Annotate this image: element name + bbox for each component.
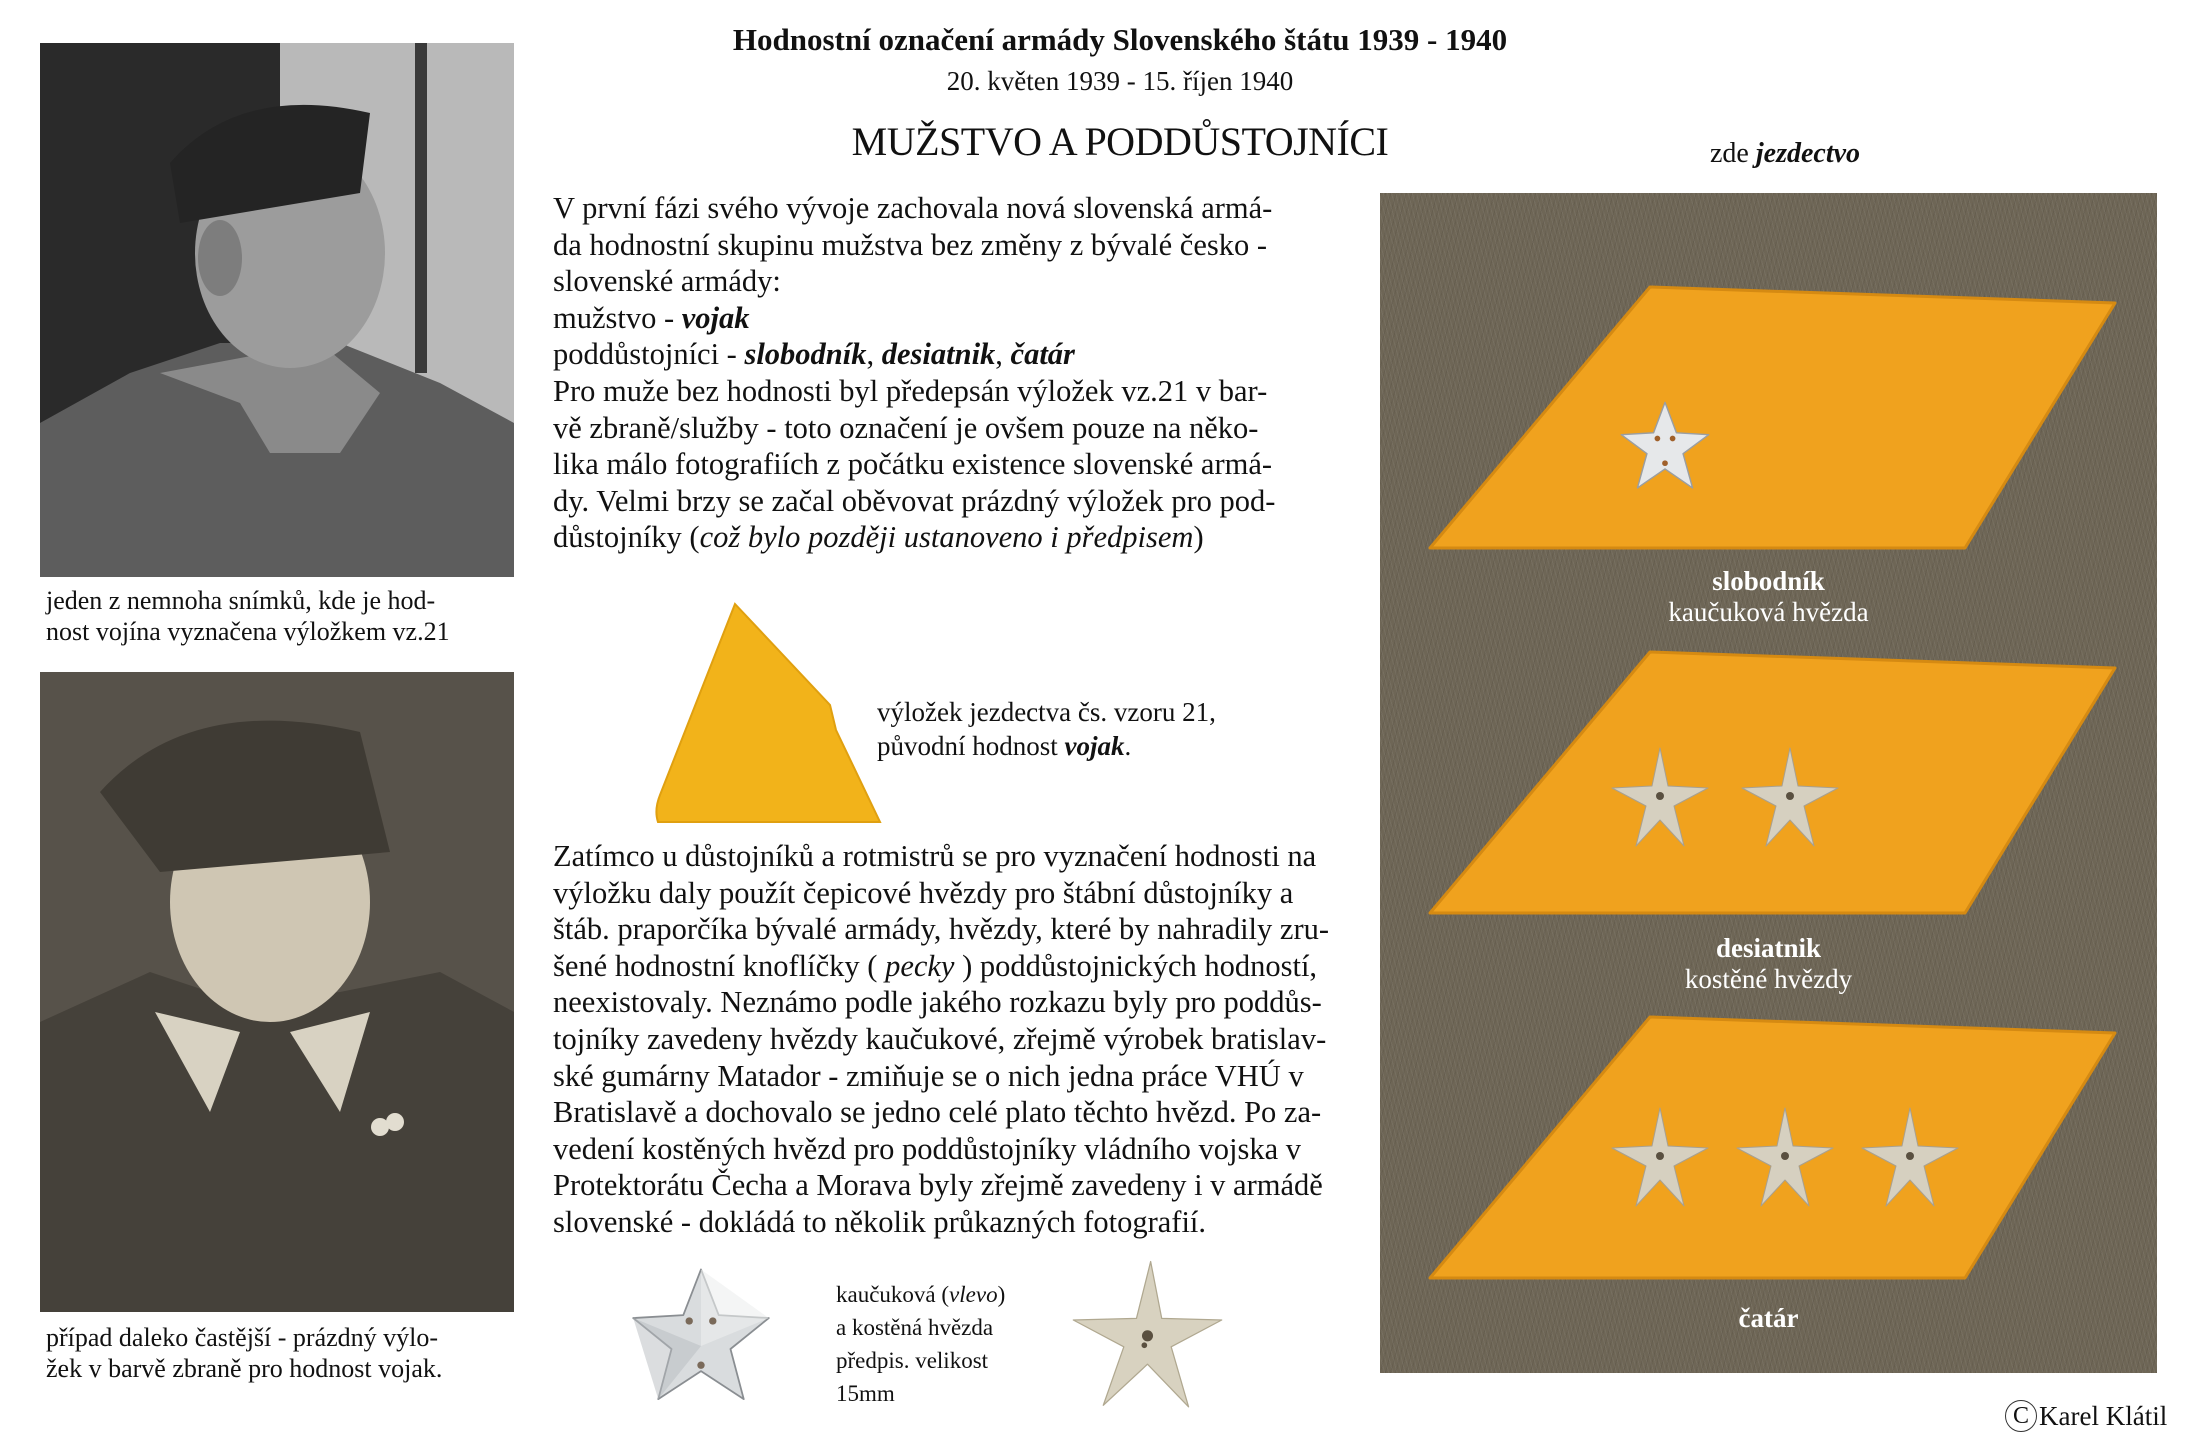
soldier-photo-top	[40, 43, 514, 577]
rank-name: slobodník	[1712, 566, 1825, 596]
text: důstojníky (	[553, 520, 700, 555]
text-line: tojníky zavedeny hvězdy kaučukové, zřejmě výrobek bratislav-	[553, 1021, 1327, 1056]
text-line: neexistovaly. Neznámo podle jakého rozkazu byly pro poddůs-	[553, 985, 1322, 1020]
collar-patch-slobodnik	[1420, 283, 2120, 553]
text-line: slovenské armády:	[553, 264, 781, 299]
bottom-photo-caption	[46, 1322, 526, 1384]
soldier-portrait-top-image	[40, 43, 514, 577]
rank-label-desiatnik	[1380, 933, 2157, 995]
felt-collar-caption	[877, 695, 1216, 763]
text-line: výložku daly použít čepicové hvězdy pro štábní důstojníky a	[553, 875, 1294, 910]
copyright-icon: C	[2005, 1400, 2037, 1432]
text: původní hodnost	[877, 731, 1065, 761]
text-line: Zatímco u důstojníků a rotmistrů se pro vyznačení hodnosti na	[553, 839, 1317, 873]
section-heading: MUŽSTVO A PODDŮSTOJNÍCI	[851, 119, 1389, 164]
rank-desiatnik: desiatnik	[881, 337, 996, 372]
text: kaučuková (	[836, 1282, 950, 1307]
rank-vojak: vojak	[1064, 731, 1125, 761]
muzstvo-line	[553, 300, 1353, 337]
rank-name: čatár	[1738, 1303, 1799, 1333]
rank-star-type: kaučuková hvězda	[1668, 597, 1869, 627]
caption-line: 15mm	[836, 1381, 895, 1406]
text-line: Protektorátu Čecha a Morava byly zřejmě zavedeny i v armádě	[553, 1168, 1323, 1203]
text-line: Bratislavě a dochovalo se jedno celé plato těchto hvězd. Po za-	[553, 1095, 1322, 1130]
rank-catar: čatár	[1010, 337, 1075, 372]
text-line: vedení kostěných hvězd pro poddůstojníky vládního vojska v	[553, 1131, 1301, 1166]
collar-display-panel	[1380, 193, 2157, 1373]
separator: ,	[866, 337, 882, 372]
caption-line: případ daleko častější - prázdný výlo-	[46, 1323, 439, 1352]
collar-patch-desiatnik	[1420, 648, 2120, 918]
caption-line: nost vojína vyznačena výložkem vz.21	[46, 617, 450, 646]
caption-line: žek v barvě zbraně pro hodnost vojak.	[46, 1354, 443, 1383]
text-line: dy. Velmi brzy se začal oběvovat prázdný výložek pro pod-	[553, 483, 1276, 518]
page-title: Hodnostní označení armády Slovenského štátu 1939 - 1940	[732, 22, 1508, 57]
text-line: lika málo fotografiích z počátku existence slovenské armá-	[553, 447, 1273, 482]
text-line	[553, 519, 1353, 556]
rank-slobodnik: slobodník	[744, 337, 867, 372]
author-name: Karel Klátil	[2039, 1400, 2168, 1431]
soldier-portrait-bottom-image	[40, 672, 514, 1312]
text-line: ské gumárny Matador - zmiňuje se o nich jedna práce VHÚ v	[553, 1058, 1304, 1093]
soldier-photo-bottom	[40, 672, 514, 1312]
collar-patch-catar	[1420, 1013, 2120, 1283]
branch-note	[1710, 138, 1860, 170]
rank-label-catar	[1380, 1303, 2157, 1334]
rank-label-slobodnik	[1380, 566, 2157, 628]
bone-star-image	[1060, 1260, 1235, 1410]
date-range: 20. květen 1939 - 15. říjen 1940	[946, 66, 1294, 96]
text-line: V první fázi svého vývoje zachovala nová slovenská armá-	[553, 191, 1273, 225]
text: ) poddůstojnických hodností,	[954, 948, 1318, 983]
text: zde	[1710, 138, 1756, 169]
poddustojnici-line	[553, 336, 1353, 373]
text-line: Pro muže bez hodnosti byl předepsán výložek vz.21 v bar-	[553, 373, 1268, 408]
history-paragraph	[553, 838, 1353, 1241]
italic-word: vlevo	[949, 1282, 998, 1307]
text-line: vě zbraně/služby - toto označení je ovšem pouze na něko-	[553, 410, 1259, 445]
caption-line: jeden z nemnoha snímků, kde je hod-	[46, 586, 436, 615]
rank-name: desiatnik	[1715, 933, 1822, 963]
rank-vojak: vojak	[681, 300, 750, 335]
intro-paragraph	[553, 190, 1353, 556]
caption-line	[877, 729, 1216, 763]
label: mužstvo -	[553, 300, 682, 335]
italic-note: což bylo později ustanoveno i předpisem	[699, 520, 1194, 555]
text-line	[553, 948, 1353, 985]
text: .	[1124, 731, 1132, 761]
top-photo-caption	[46, 585, 526, 647]
stars-caption	[836, 1278, 1005, 1410]
text-line: da hodnostní skupinu mužstva bez změny z bývalé česko -	[553, 227, 1268, 262]
text-line: slovenské - dokládá to několik průkazných fotografií.	[553, 1204, 1207, 1239]
rubber-star-icon	[620, 1265, 782, 1405]
bone-star-icon	[1060, 1260, 1235, 1410]
text: šené hodnostní knoflíčky (	[553, 948, 886, 983]
felt-collar-image	[650, 600, 885, 828]
branch-name: jezdectvo	[1755, 138, 1861, 169]
text-line: štáb. praporčíka bývalé armády, hvězdy, které by nahradily zru-	[553, 912, 1330, 947]
separator: ,	[995, 337, 1011, 372]
felt-collar-patch	[650, 600, 885, 828]
caption-line	[836, 1278, 1005, 1311]
copyright	[2005, 1400, 2167, 1432]
caption-line: výložek jezdectva čs. vzoru 21,	[877, 697, 1216, 727]
caption-line: a kostěná hvězda	[836, 1315, 994, 1340]
rubber-star-image	[620, 1265, 782, 1405]
caption-line: předpis. velikost	[836, 1348, 989, 1373]
text: )	[1193, 520, 1204, 555]
text: )	[997, 1282, 1006, 1307]
label: poddůstojníci -	[553, 337, 745, 372]
rank-star-type: kostěné hvězdy	[1684, 964, 1853, 994]
italic-term: pecky	[885, 948, 955, 983]
